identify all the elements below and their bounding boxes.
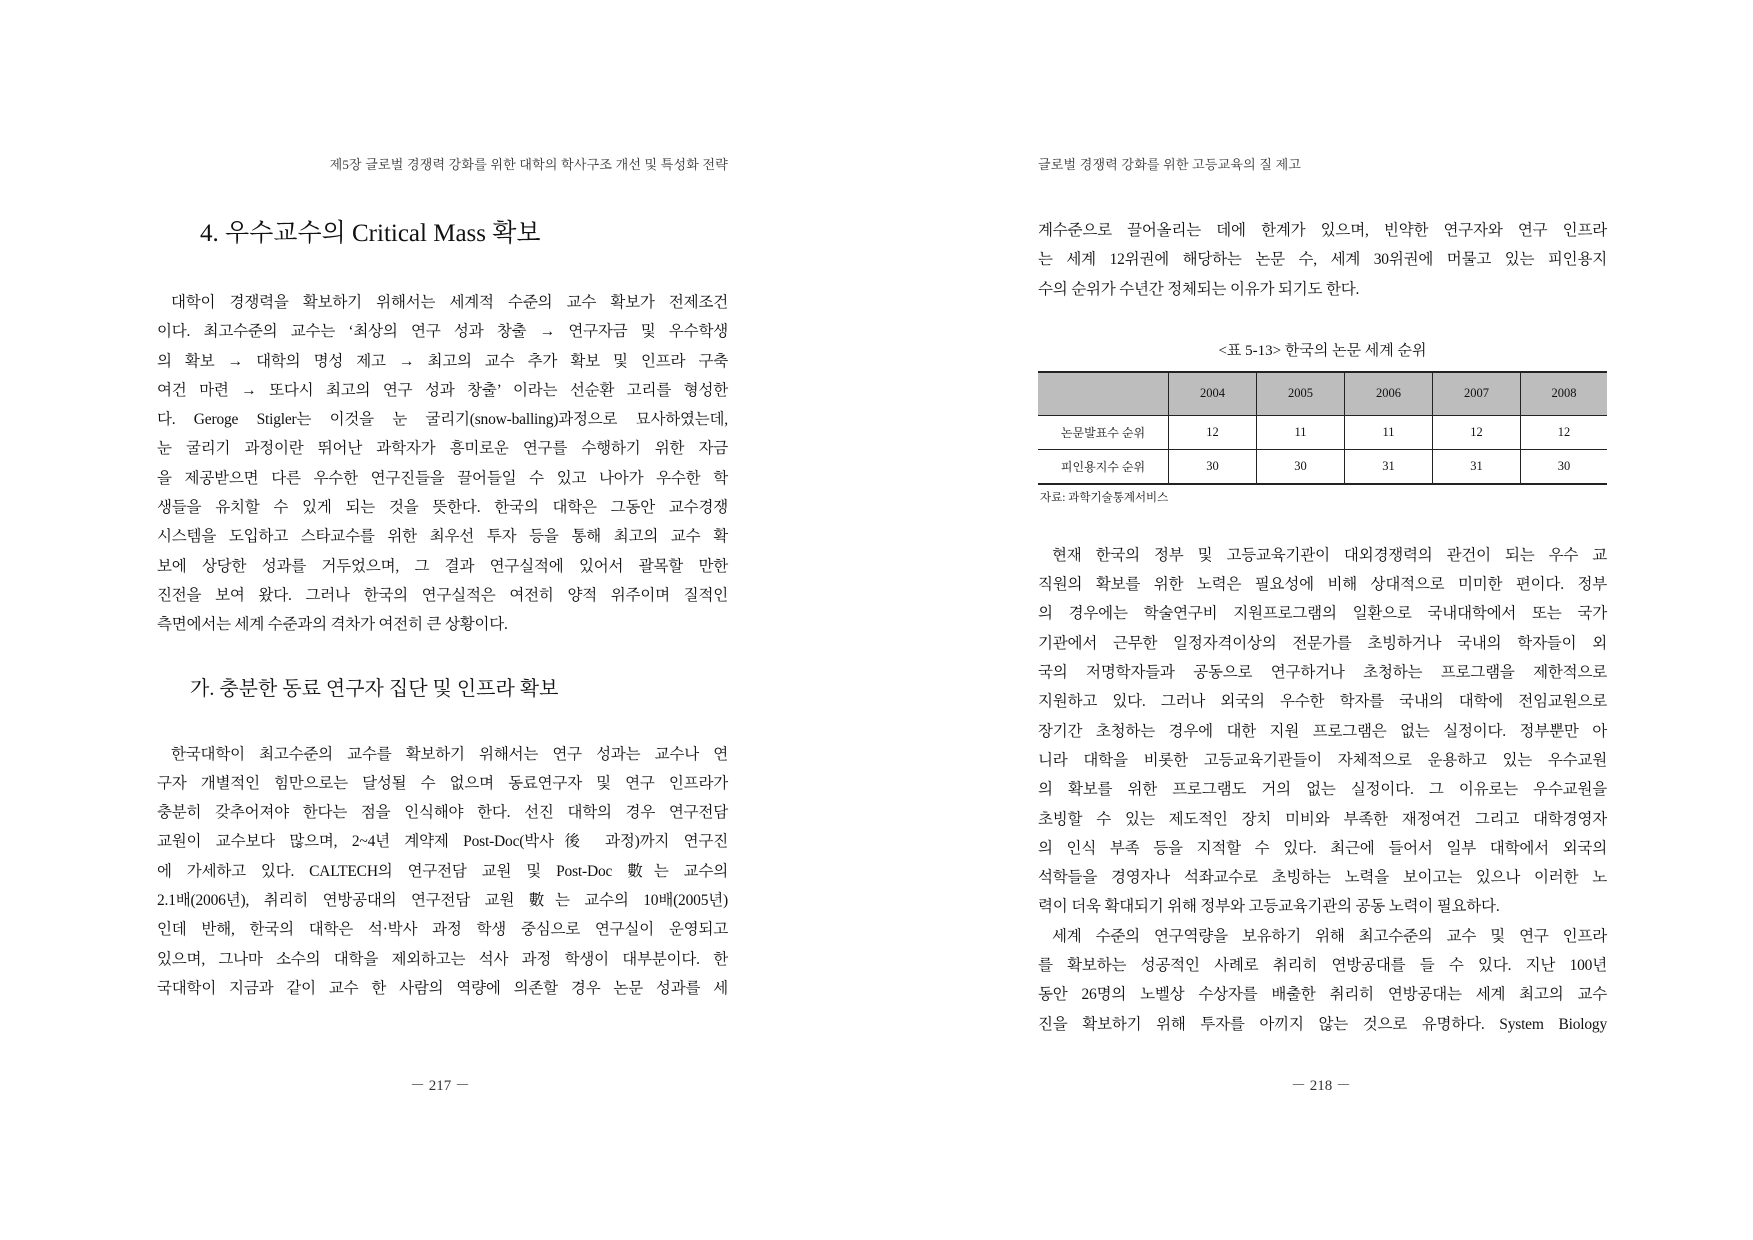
table-cell: 11 <box>1345 415 1433 449</box>
text-line: 2.1배(2006년), 취리히 연방공대의 연구전담 교원 數는 교수의 10배(2005년) <box>157 892 728 910</box>
text-line: 충분히 갖추어져야 한다는 점을 인식해야 한다. 선진 대학의 경우 연구전담 <box>157 804 728 822</box>
text-line: 진전을 보여 왔다. 그러나 한국의 연구실적은 여전히 양적 위주이며 질적인 <box>157 586 728 604</box>
text-line: 는 세계 12위권에 해당하는 논문 수, 세계 30위권에 머물고 있는 피인용지 <box>1038 251 1607 269</box>
table-cell: 12 <box>1433 415 1521 449</box>
table-row <box>1038 415 1607 449</box>
table-header-row <box>1038 372 1607 416</box>
text-line: 한국대학이 최고수준의 교수를 확보하기 위해서는 연구 성과는 교수나 연 <box>171 745 728 763</box>
page-number: － 217 － <box>410 1078 471 1094</box>
column-header: 2007 <box>1433 372 1521 416</box>
text-line: 생들을 유치할 수 있게 되는 것을 뜻한다. 한국의 대학은 그동안 교수경쟁 <box>157 499 728 517</box>
column-header: 2005 <box>1257 372 1345 416</box>
text-line: 계수준으로 끌어올리는 데에 한계가 있으며, 빈약한 연구자와 연구 인프라 <box>1038 222 1607 239</box>
table-cell: 30 <box>1521 449 1608 484</box>
text-line: 보에 상당한 성과를 거두었으며, 그 결과 연구실적에 있어서 괄목할 만한 <box>157 557 728 575</box>
column-header <box>1038 372 1169 416</box>
text-line: 현재 한국의 정부 및 고등교육기관이 대외경쟁력의 관건이 되는 우수 교 <box>1052 546 1607 564</box>
text-line: 기관에서 근무한 일정자격이상의 전문가를 초빙하거나 국내의 학자들이 외 <box>1038 634 1607 652</box>
text-line: 진을 확보하기 위해 투자를 아끼지 않는 것으로 유명하다. System Biology <box>1038 1015 1607 1033</box>
text-line: 초빙할 수 있는 제도적인 장치 미비와 부족한 재정여건 그리고 대학경영자 <box>1038 810 1607 828</box>
text-line: 력이 더욱 확대되기 위해 정부와 고등교육기관의 공동 노력이 필요하다. <box>1038 898 1500 916</box>
paragraph <box>1038 922 1607 1039</box>
text-line: 을 제공받으면 다른 우수한 연구진들을 끌어들일 수 있고 나아가 우수한 학 <box>157 469 728 487</box>
running-header: 제5장 글로벌 경쟁력 강화를 위한 대학의 학사구조 개선 및 특성화 전략 <box>329 157 728 172</box>
section-title: 4. 우수교수의 Critical Mass 확보 <box>200 220 541 247</box>
text-line: 의 인식 부족 등을 지적할 수 있다. 최근에 들어서 일부 대학에서 외국의 <box>1038 839 1607 857</box>
text-line: 의 경우에는 학술연구비 지원프로그램의 일환으로 국내대학에서 또는 국가 <box>1038 605 1607 623</box>
text-line: 의 확보를 위한 프로그램도 거의 없는 실정이다. 그 이유로는 우수교원을 <box>1038 781 1607 799</box>
text-line: 눈 굴리기 과정이란 뛰어난 과학자가 흥미로운 연구를 수행하기 위한 자금 <box>157 440 728 458</box>
table-cell: 30 <box>1257 449 1345 484</box>
running-header: 글로벌 경쟁력 강화를 위한 고등교육의 질 제고 <box>1038 157 1302 172</box>
right-page <box>1038 0 1607 1039</box>
text-line: 측면에서는 세계 수준과의 격차가 여전히 큰 상황이다. <box>157 616 508 634</box>
text-line: 지원하고 있다. 그러나 외국의 우수한 학자를 국내의 대학에 전임교원으로 <box>1038 693 1607 711</box>
column-header: 2008 <box>1521 372 1608 416</box>
left-page <box>157 0 728 1003</box>
column-header: 2006 <box>1345 372 1433 416</box>
table-cell: 12 <box>1169 415 1257 449</box>
paragraph <box>1038 541 1607 922</box>
text-line: 에 가세하고 있다. CALTECH의 연구전담 교원 및 Post-Doc 數는 교수의 <box>157 862 728 880</box>
subsection-title: 가. 충분한 동료 연구자 집단 및 인프라 확보 <box>190 677 559 700</box>
text-line: 석학들을 경영자나 석좌교수로 초빙하는 노력을 보이고는 있으나 이러한 노 <box>1038 869 1607 887</box>
text-line: 대학이 경쟁력을 확보하기 위해서는 세계적 수준의 교수 확보가 전제조건 <box>171 294 728 311</box>
paragraph <box>1038 216 1607 304</box>
text-line: 세계 수준의 연구역량을 보유하기 위해 최고수준의 교수 및 연구 인프라 <box>1052 927 1607 945</box>
text-line: 이다. 최고수준의 교수는 ‘최상의 연구 성과 창출 → 연구자금 및 우수학생 <box>157 323 728 341</box>
text-line: 의 확보 → 대학의 명성 제고 → 최고의 교수 추가 확보 및 인프라 구축 <box>157 352 728 370</box>
text-line: 직원의 확보를 위한 노력은 필요성에 비해 상대적으로 미미한 편이다. 정부 <box>1038 576 1607 594</box>
text-line: 교원이 교수보다 많으며, 2~4년 계약제 Post-Doc(박사後 과정)까지 연구진 <box>157 833 728 851</box>
text-line: 국의 저명학자들과 공동으로 연구하거나 초청하는 프로그램을 제한적으로 <box>1038 664 1607 682</box>
table-cell: 11 <box>1257 415 1345 449</box>
row-label: 논문발표수 순위 <box>1038 415 1169 449</box>
paragraph <box>157 740 728 1004</box>
table-row <box>1038 449 1607 484</box>
text-line: 국대학이 지금과 같이 교수 한 사람의 역량에 의존할 경우 논문 성과를 세 <box>157 979 728 997</box>
text-line: 를 확보하는 성공적인 사례로 취리히 연방공대를 들 수 있다. 지난 100년 <box>1038 957 1607 975</box>
column-header: 2004 <box>1169 372 1257 416</box>
text-line: 동안 26명의 노벨상 수상자를 배출한 취리히 연방공대는 세계 최고의 교수 <box>1038 986 1607 1004</box>
text-line: 여건 마련 → 또다시 최고의 연구 성과 창출’ 이라는 선순환 고리를 형성한 <box>157 381 728 399</box>
text-line: 있으며, 그나마 소수의 대학을 제외하고는 석사 과정 학생이 대부분이다. 한 <box>157 950 728 968</box>
paragraph <box>157 288 728 640</box>
table-caption: <표 5-13> 한국의 논문 세계 순위 <box>1218 342 1427 359</box>
text-line: 장기간 초청하는 경우에 대한 지원 프로그램은 없는 실정이다. 정부뿐만 아 <box>1038 722 1607 740</box>
text-line: 시스템을 도입하고 스타교수를 위한 최우선 투자 등을 통해 최고의 교수 확 <box>157 528 728 546</box>
table-source: 자료: 과학기술통계서비스 <box>1040 491 1169 504</box>
text-line: 다. Geroge Stigler는 이것을 눈 굴리기(snow-balling)과정으로 묘사하였는데, <box>157 411 728 429</box>
text-line: 구자 개별적인 힘만으로는 달성될 수 없으며 동료연구자 및 연구 인프라가 <box>157 774 728 792</box>
table-cell: 12 <box>1521 415 1608 449</box>
page-number: － 218 － <box>1291 1078 1352 1094</box>
ranking-table <box>1038 371 1607 485</box>
table-cell: 31 <box>1345 449 1433 484</box>
text-line: 니라 대학을 비롯한 고등교육기관들이 자체적으로 운용하고 있는 우수교원 <box>1038 751 1607 769</box>
row-label: 피인용지수 순위 <box>1038 449 1169 484</box>
table-cell: 31 <box>1433 449 1521 484</box>
table-cell: 30 <box>1169 449 1257 484</box>
text-line: 수의 순위가 수년간 정체되는 이유가 되기도 한다. <box>1038 280 1360 298</box>
text-line: 인데 반해, 한국의 대학은 석·박사 과정 학생 중심으로 연구실이 운영되고 <box>157 921 728 939</box>
